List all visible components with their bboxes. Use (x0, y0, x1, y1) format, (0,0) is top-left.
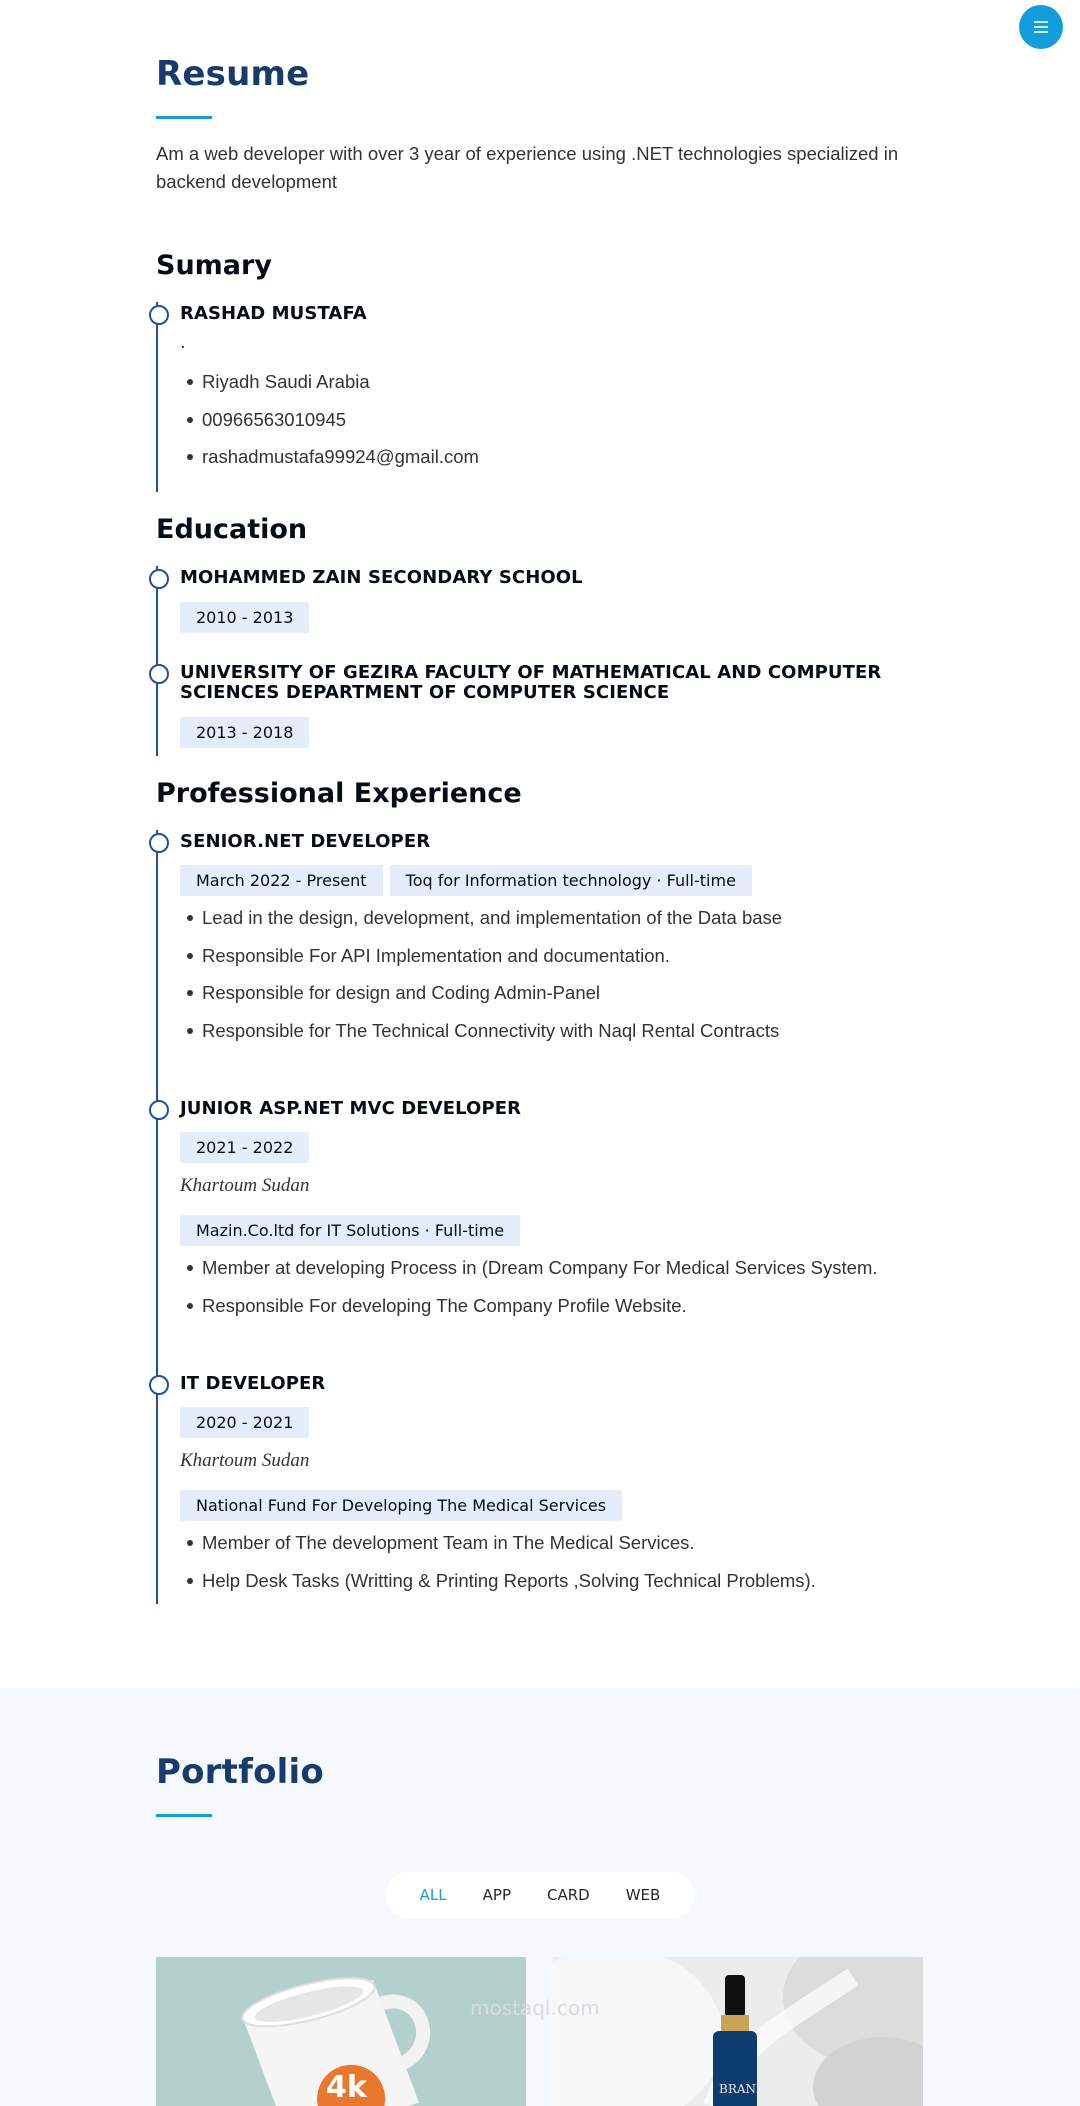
resume-intro: Am a web developer with over 3 year of experience using .NET technologies specialized in backend development (156, 143, 899, 192)
job-bullets (180, 1256, 926, 1331)
list-item: Help Desk Tasks (Writting & Printing Reports ,Solving Technical Problems). (180, 1569, 926, 1607)
job-period: March 2022 - Present (180, 865, 383, 896)
portfolio-card-bottle[interactable] (553, 1957, 923, 2106)
job-company: National Fund For Developing The Medical Services (180, 1490, 622, 1521)
summary-section (156, 250, 926, 281)
list-item: Member of The development Team in The Medical Services. (180, 1531, 926, 1569)
job-company: Toq for Information technology · Full-time (390, 865, 752, 896)
experience-item (180, 832, 926, 1056)
education-timeline (156, 566, 926, 756)
experience-section (156, 778, 926, 809)
resume-header (156, 54, 926, 196)
education-years: 2010 - 2013 (180, 602, 309, 633)
menu-toggle-button[interactable] (1019, 5, 1063, 49)
job-location: Khartoum Sudan (180, 1450, 310, 1471)
portfolio-filters (386, 1872, 694, 1918)
job-company: Mazin.Co.ltd for IT Solutions · Full-time (180, 1215, 520, 1246)
list-item: Responsible For developing The Company Profile Website. (180, 1294, 926, 1332)
summary-name: RASHAD MUSTAFA (180, 303, 367, 324)
summary-heading: Sumary (156, 250, 272, 281)
contact-email: rashadmustafa99924@gmail.com (180, 445, 926, 483)
education-item (180, 663, 926, 748)
experience-heading: Professional Experience (156, 778, 522, 809)
education-item (180, 568, 926, 633)
contact-list (180, 370, 926, 483)
summary-item (180, 304, 926, 483)
mug-logo-text: 4k (326, 2070, 367, 2105)
mug-image (156, 1957, 526, 2106)
list-item: Member at developing Process in (Dream Company For Medical Services System. (180, 1256, 926, 1294)
watermark-text: mostaql.com (470, 1996, 600, 2020)
education-years: 2013 - 2018 (180, 717, 309, 748)
experience-timeline (156, 830, 926, 1604)
portfolio-card-mug[interactable] (156, 1957, 526, 2106)
job-period: 2020 - 2021 (180, 1407, 309, 1438)
list-item: Lead in the design, development, and implementation of the Data base (180, 906, 926, 944)
list-icon (1031, 17, 1051, 37)
filter-card[interactable]: CARD (547, 1886, 590, 1904)
resume-title: Resume (156, 54, 310, 94)
job-bullets (180, 1531, 926, 1606)
experience-item (180, 1374, 926, 1606)
list-item: Responsible for design and Coding Admin-Panel (180, 981, 926, 1019)
title-underline (156, 116, 212, 119)
filter-all[interactable]: ALL (419, 1886, 447, 1904)
job-title: SENIOR.NET DEVELOPER (180, 831, 431, 852)
education-heading: Education (156, 514, 308, 545)
job-location: Khartoum Sudan (180, 1175, 310, 1196)
title-underline (156, 1814, 212, 1817)
contact-location: Riyadh Saudi Arabia (180, 370, 926, 408)
summary-dot: . (180, 332, 186, 353)
education-title: MOHAMMED ZAIN SECONDARY SCHOOL (180, 567, 583, 588)
job-title: IT DEVELOPER (180, 1373, 326, 1394)
education-title: UNIVERSITY OF GEZIRA FACULTY OF MATHEMATICAL AND COMPUTER SCIENCES DEPARTMENT OF COMPUTER SCIENCE (180, 662, 882, 703)
bottle-image (553, 1957, 923, 2106)
filter-web[interactable]: WEB (625, 1886, 661, 1904)
experience-item (180, 1099, 926, 1331)
filter-app[interactable]: APP (482, 1886, 511, 1904)
list-item: Responsible for The Technical Connectivity with Naql Rental Contracts (180, 1019, 926, 1057)
portfolio-title: Portfolio (156, 1752, 324, 1792)
education-section (156, 514, 926, 545)
job-period: 2021 - 2022 (180, 1132, 309, 1163)
portfolio-header (156, 1752, 926, 1817)
list-item: Responsible For API Implementation and documentation. (180, 944, 926, 982)
summary-timeline (156, 302, 926, 492)
job-bullets (180, 906, 926, 1056)
contact-phone: 00966563010945 (180, 408, 926, 446)
bottle-label: BRAND (719, 2082, 766, 2096)
job-title: JUNIOR ASP.NET MVC DEVELOPER (180, 1098, 522, 1119)
